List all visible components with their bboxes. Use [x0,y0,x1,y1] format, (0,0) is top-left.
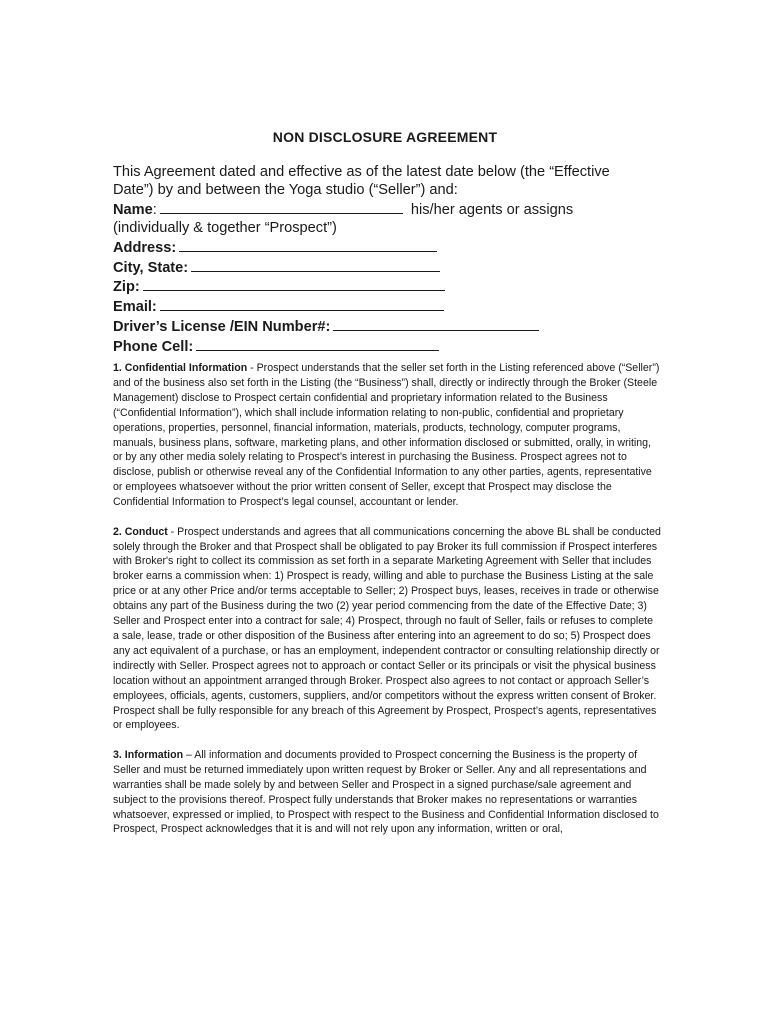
address-label: Address: [113,239,177,256]
section-body: Prospect understands and agrees that all communications concerning the above BL shall be conducted solely through the Broker and that Prospect shall be obligated to pay Broker its full commission if Prospect interferes with Broker's right to collect its commission as set forth in a separate Marketing Agreement with Seller that includes broker earns a commission when: 1) Prospect is ready, willing and able to purchase the Business Listing at the sale price or at any other Price and/or terms acceptable to Seller; 2) Prospect buys, leases, receives in trade or otherwise obtains any part of the Business during the two (2) year period commencing from the date of the Effective Date; 3) Seller and Prospect enter into a contract for sale; 4) Prospect, through no fault of Seller, fails or refuses to complete a sale, lease, trade or other disposition of the Business after entering into an agreement to do so; 5) Prospect does any act equivalent of a purchase, or has an employment, independent contractor or consulting relationship directly or indirectly with Seller. Prospect agrees not to approach or contact Seller or its principals or visit the physical business location without an appointment arranged through Broker. Prospect also agrees to not contact or approach Seller’s employees, officials, agents, customers, suppliers, and/or competitors without the express written consent of Broker. Prospect shall be fully responsible for any breach of this Agreement by Prospect, Prospect’s agents, representatives or employees. [113,525,661,732]
email-label: Email: [113,299,157,316]
city-state-blank[interactable] [191,258,440,272]
section-confidential-information [113,361,661,510]
name-blank[interactable] [160,200,403,214]
phone-blank[interactable] [196,337,439,351]
email-blank[interactable] [160,297,444,311]
section-conduct [113,525,661,734]
zip-line [113,277,673,297]
name-label: Name [113,201,153,218]
name-colon: : [152,201,157,218]
section-body: All information and documents provided to Prospect concerning the Business is the property of Seller and must be returned immediately upon written request by Broker or Seller. Any and all representations and warranties shall be made solely by and between Seller and Prospect in a signed purchase/sale agreement and subject to the provisions thereof. Prospect fully understands that Broker makes no representations or warranties whatsoever, expressed or implied, to Prospect with respect to the Business and Confidential Information disclosed to Prospect, Prospect acknowledges that it is and will not rely upon any information, written or oral, [113,748,659,836]
section-heading: 1. Confidential Information [113,362,248,374]
name-line [113,200,673,220]
license-line [113,317,673,337]
city-state-label: City, State: [113,259,189,276]
section-body: Prospect understands that the seller set forth in the Listing referenced above (“Seller”) and of the business also set forth in the Listing (the “Business”) shall, directly or indirectly through the Broker (Steele Management) disclose to Prospect certain confidential and proprietary information related to the Business (“Confidential Information”), which shall include information relating to non-public, confidential and proprietary operations, properties, personnel, financial information, materials, products, technology, computer programs, manuals, business plans, software, marketing plans, and other information disclosed or submitted, orally, in writing, or by any other media solely relating to Prospect’s interest in purchasing the Business. Prospect agrees not to disclose, publish or otherwise reveal any of the Confidential Information to any other parties, agents, representative or employees whatsoever without the prior written consent of Seller, except that Prospect may disclose the Confidential Information to Prospect’s legal counsel, accountant or lender. [113,362,660,509]
phone-line [113,337,673,357]
section-heading: 3. Information [113,748,184,761]
address-line [113,238,673,258]
zip-label: Zip: [113,279,140,296]
section-information [113,748,661,837]
section-heading: 2. Conduct [113,525,168,538]
zip-blank[interactable] [143,277,445,291]
section-separator: – [183,748,195,761]
document-title: NON DISCLOSURE AGREEMENT [272,129,498,145]
address-blank[interactable] [179,238,437,252]
intro-line-1: This Agreement dated and effective as of the latest date below (the “Effective [113,164,610,180]
name-suffix: his/her agents or assigns [410,201,574,218]
section-separator: - [247,362,257,374]
phone-label: Phone Cell: [113,339,194,356]
license-blank[interactable] [333,317,539,331]
agreement-sections [113,361,661,852]
intro-line-2: Date”) by and between the Yoga studio (“Seller”) and: [113,181,458,198]
city-state-line [113,258,673,278]
license-label: Driver’s License /EIN Number#: [113,319,331,336]
agreement-header [113,164,673,357]
prospect-line: (individually & together “Prospect”) [113,219,337,236]
email-line [113,297,673,317]
section-separator: - [167,525,178,538]
